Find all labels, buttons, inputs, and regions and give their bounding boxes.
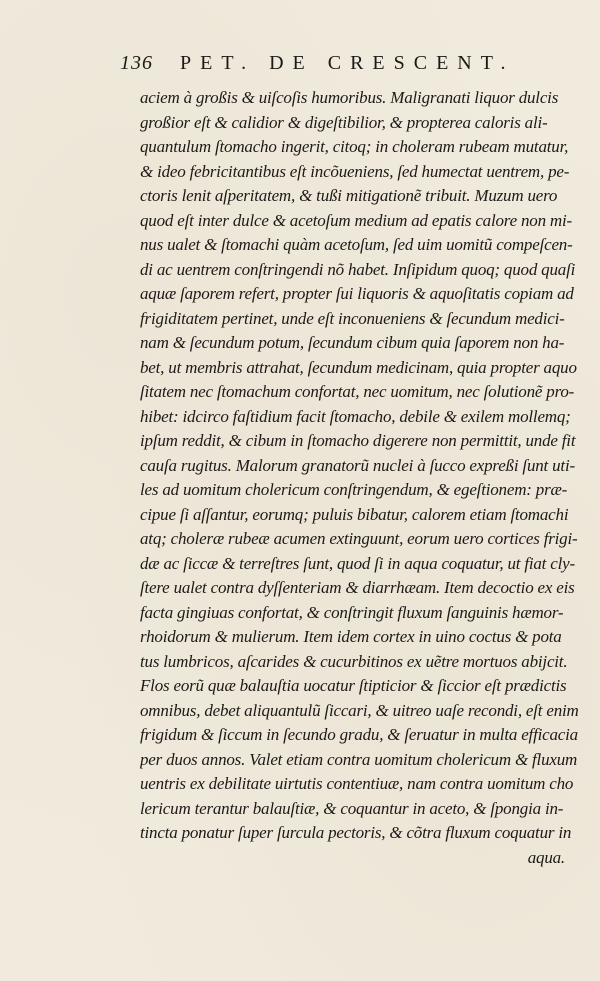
text-line: di ac uentrem conſtringendi nõ habet. Inſipidum quoq; quod quaſi — [140, 259, 576, 279]
text-line: omnibus, debet aliquantulũ ſiccari, & uitreo uaſe recondi, eſt enim — [140, 700, 579, 720]
text-line: aciem à großis & uiſcoſis humoribus. Maligranati liquor dulcis — [140, 88, 559, 107]
running-title: PET. DE CRESCENT. — [180, 52, 515, 74]
text-line: ſitatem nec ſtomachum confortat, nec uomitum, nec ſolutionẽ pro- — [140, 382, 575, 401]
text-line: aquæ ſaporem refert, propter ſui liquoris & aquoſitatis copiam ad — [140, 284, 574, 303]
text-line: ipſum reddit, & cibum in ſtomacho digerere non permittit, unde fit — [140, 431, 576, 450]
body-text — [140, 86, 595, 956]
text-line: ſtere ualet contra dyſſenteriam & diarrhæam. Item decoctio ex eis — [140, 578, 575, 597]
text-line: lericum terantur balauſtiæ, & coquantur in aceto, & ſpongia in- — [140, 798, 564, 818]
page-number: 136 — [120, 52, 153, 74]
text-line: cipue ſi aſſantur, eorumq; puluis bibatur, calorem etiam ſtomachi — [140, 504, 569, 524]
text-line: & ideo febricitantibus eſt incõueniens, ſed humectat uentrem, pe- — [140, 161, 570, 181]
text-line: frigidum & ſiccum in ſecundo gradu, & ſeruatur in multa efficacia — [140, 725, 578, 744]
text-line: frigiditatem pertinet, unde eſt inconueniens & ſecundum medici- — [140, 308, 565, 328]
text-line: nam & ſecundum potum, ſecundum cibum quia ſaporem non ha- — [140, 333, 565, 352]
text-line: tus lumbricos, aſcarides & cucurbitinos ex uẽtre mortuos abijcit. — [140, 651, 568, 671]
text-line: rhoidorum & mulierum. Item idem cortex in uino coctus & pota — [140, 627, 562, 646]
text-line: quod eſt inter dulce & acetoſum medium ad epatis calore non mi- — [140, 210, 572, 230]
text-line: ctoris lenit aſperitatem, & tußi mitigationẽ tribuit. Muzum uero — [140, 186, 558, 205]
text-line: dæ ac ſiccæ & terreſtres ſunt, quod ſi in aqua coquatur, ut fiat cly- — [140, 553, 575, 573]
text-line: facta gingiuas confortat, & conſtringit fluxum ſanguinis hæmor- — [140, 602, 564, 622]
text-line: les ad uomitum cholericum conſtringendum, & egeſtionem: præ- — [140, 480, 568, 499]
catchword: aqua. — [527, 847, 565, 867]
text-line: Flos eorũ quæ balauſtia uocatur ſtipticior & ſiccior eſt prædictis — [140, 676, 567, 695]
text-line: hibet: idcirco faſtidium facit ſtomacho, debile & exilem mollemq; — [140, 406, 571, 426]
text-line: tincta ponatur ſuper ſurcula pectoris, & cõtra fluxum coquatur in — [140, 823, 572, 842]
text-line: uentris ex debilitate uirtutis contentiuæ, nam contra uomitum cho — [140, 774, 574, 793]
text-line: quantulum ſtomacho ingerit, citoq; in choleram rubeam mutatur, — [140, 137, 569, 156]
text-line: bet, ut membris attrahat, ſecundum medicinam, quia propter aquo — [140, 357, 577, 377]
text-line: per duos annos. Valet etiam contra uomitum cholericum & fluxum — [140, 749, 578, 769]
text-line: nus ualet & ſtomachi quàm acetoſum, ſed uim uomitũ compeſcen- — [140, 235, 573, 254]
text-line: atq; choleræ rubeæ acumen extinguunt, eorum uero cortices frigi- — [140, 529, 578, 548]
running-head — [120, 52, 520, 86]
text-line: großior eſt & calidior & digeſtibilior, & propterea caloris ali- — [140, 112, 548, 132]
text-line: cauſa rugitus. Malorum granatorũ nuclei à ſucco expreßi ſunt uti- — [140, 455, 575, 475]
